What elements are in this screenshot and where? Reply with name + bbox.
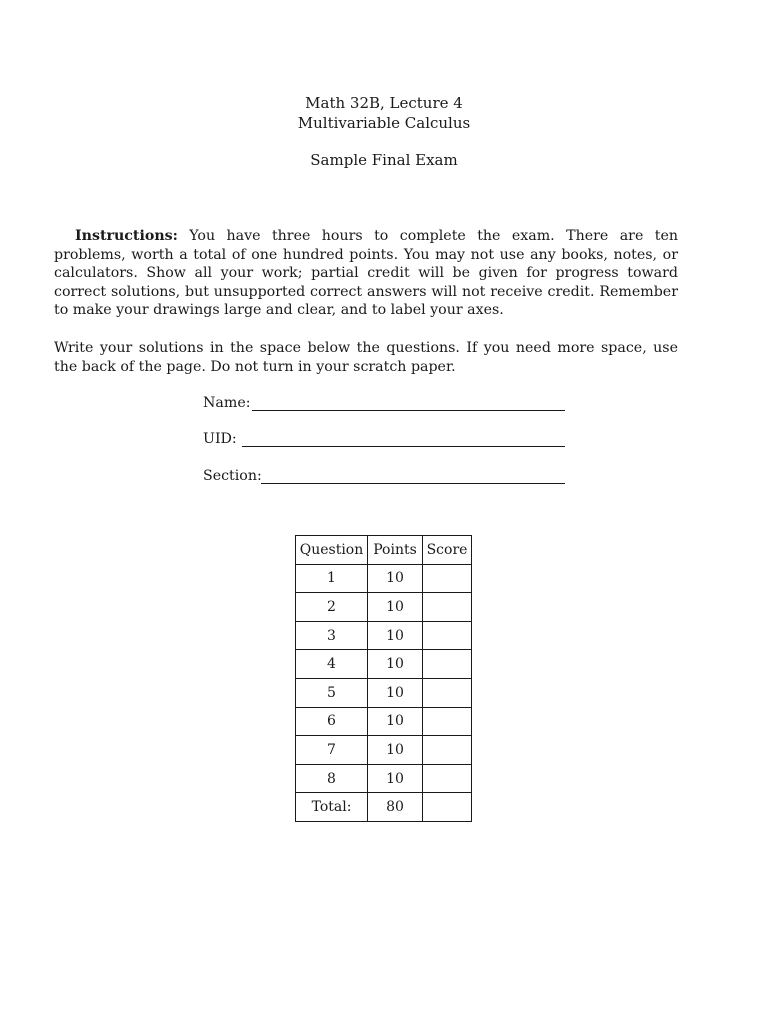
question-points: 10 — [368, 736, 423, 765]
question-points: 10 — [368, 764, 423, 793]
table-row — [296, 593, 472, 622]
header-score: Score — [423, 536, 472, 565]
uid-label: UID: — [203, 431, 237, 447]
question-score-cell[interactable] — [423, 707, 472, 736]
question-points: 10 — [368, 564, 423, 593]
question-number: 7 — [296, 736, 368, 765]
space-note-paragraph: Write your solutions in the space below the questions. If you need more space, use the back of the page. Do not turn in your scratch paper. — [54, 340, 678, 375]
total-score-cell[interactable] — [423, 793, 472, 822]
name-blank-line[interactable] — [252, 410, 565, 411]
table-row — [296, 678, 472, 707]
question-number: 1 — [296, 564, 368, 593]
section-label: Section: — [203, 468, 262, 484]
question-score-cell[interactable] — [423, 678, 472, 707]
score-table-header-row — [296, 536, 472, 565]
question-score-cell[interactable] — [423, 593, 472, 622]
uid-field — [203, 429, 237, 449]
question-number: 3 — [296, 621, 368, 650]
question-number: 6 — [296, 707, 368, 736]
instructions-body: You have three hours to complete the exam. There are ten problems, worth a total of one hundred points. You may not use any books, notes, or calculators. Show all your work; partial credit will be given for progress toward correct solutions, but unsupported correct answers will not receive credit. Remember to make your drawings large and clear, and to label your axes. — [54, 228, 678, 319]
question-score-cell[interactable] — [423, 564, 472, 593]
section-field — [203, 466, 262, 486]
question-number: 4 — [296, 650, 368, 679]
total-points: 80 — [368, 793, 423, 822]
table-row — [296, 564, 472, 593]
question-score-cell[interactable] — [423, 621, 472, 650]
course-title: Math 32B, Lecture 4 — [305, 94, 463, 112]
instructions-lead: Instructions: — [75, 228, 178, 244]
exam-title: Sample Final Exam — [310, 151, 458, 169]
question-points: 10 — [368, 593, 423, 622]
table-row — [296, 736, 472, 765]
instructions-paragraph — [54, 227, 678, 320]
table-row — [296, 764, 472, 793]
question-number: 8 — [296, 764, 368, 793]
question-points: 10 — [368, 621, 423, 650]
question-number: 5 — [296, 678, 368, 707]
header-question: Question — [296, 536, 368, 565]
question-points: 10 — [368, 678, 423, 707]
total-label: Total: — [296, 793, 368, 822]
question-points: 10 — [368, 707, 423, 736]
table-row — [296, 707, 472, 736]
table-row — [296, 621, 472, 650]
uid-blank-line[interactable] — [242, 446, 565, 447]
question-score-cell[interactable] — [423, 650, 472, 679]
name-label: Name: — [203, 395, 251, 411]
header-points: Points — [368, 536, 423, 565]
section-blank-line[interactable] — [261, 483, 565, 484]
name-field — [203, 393, 251, 413]
score-table — [295, 535, 472, 822]
table-row — [296, 650, 472, 679]
subject-title: Multivariable Calculus — [297, 114, 471, 132]
question-score-cell[interactable] — [423, 764, 472, 793]
question-number: 2 — [296, 593, 368, 622]
total-row — [296, 793, 472, 822]
question-score-cell[interactable] — [423, 736, 472, 765]
question-points: 10 — [368, 650, 423, 679]
